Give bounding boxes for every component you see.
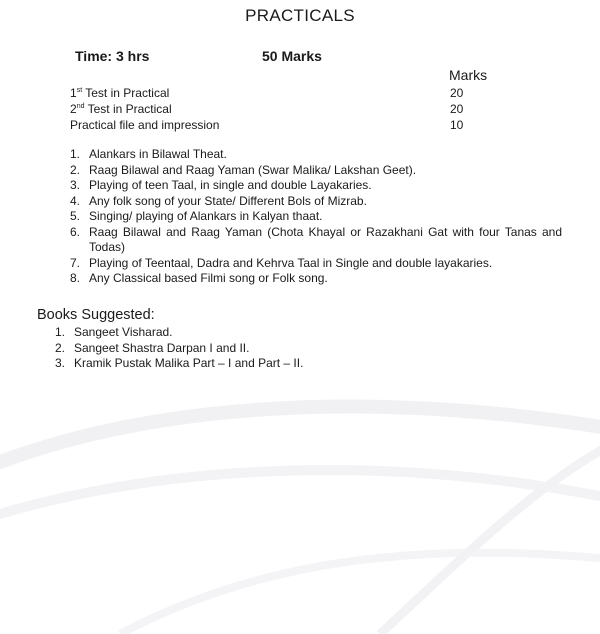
marks-row-label: Practical file and impression	[70, 118, 220, 132]
list-item: 1. Alankars in Bilawal Theat.	[70, 147, 227, 161]
list-item: 2. Raag Bilawal and Raag Yaman (Swar Malika/ Lakshan Geet).	[70, 162, 417, 177]
list-item: 8. Any Classical based Filmi song or Folk song.	[70, 271, 328, 285]
list-item: 2. Sangeet Shastra Darpan I and II.	[55, 340, 250, 355]
list-item: 7. Playing of Teentaal, Dadra and Kehrva Taal in Single and double layakaries.	[70, 255, 493, 270]
practicals-list	[70, 147, 562, 287]
total-marks: 50 Marks	[262, 48, 322, 64]
marks-row-value: 10	[450, 118, 464, 132]
marks-row-value: 20	[450, 102, 464, 116]
marks-row-label: 1st Test in Practical	[70, 86, 170, 100]
marks-row-label: 2nd Test in Practical	[70, 102, 172, 116]
page-title: PRACTICALS	[245, 6, 355, 25]
books-list	[55, 325, 303, 372]
time-label: Time: 3 hrs	[75, 48, 150, 64]
list-item: 3. Kramik Pustak Malika Part – I and Part – II.	[55, 356, 304, 370]
marks-column-header: Marks	[449, 67, 488, 83]
marks-row-value: 20	[450, 86, 464, 100]
list-item: 1. Sangeet Visharad.	[55, 325, 173, 339]
list-item: 3. Playing of teen Taal, in single and double Layakaries.	[70, 178, 372, 192]
list-item: 6. Raag Bilawal and Raag Yaman (Chota Khayal or Razakhani Gat with four Tanas and Todas)	[70, 224, 562, 254]
list-item: 4. Any folk song of your State/ Different Bols of Mizrab.	[70, 193, 367, 208]
list-item: 5. Singing/ playing of Alankars in Kalyan thaat.	[70, 209, 323, 223]
books-heading: Books Suggested:	[37, 307, 155, 323]
